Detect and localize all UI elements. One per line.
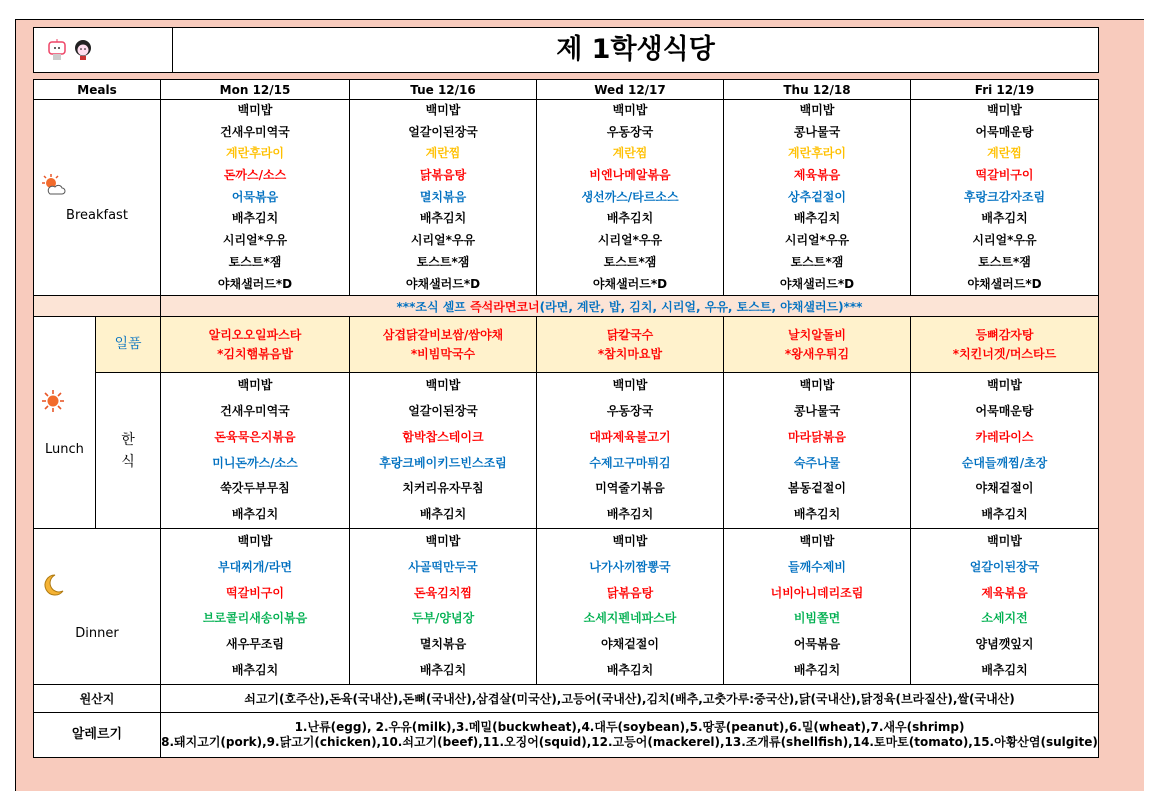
lunch-korean-row [34, 373, 1099, 529]
menu-item: 콩나물국 [793, 403, 841, 418]
lunch_korean-cell-day-0 [161, 373, 350, 529]
menu-item: 순대들깨찜/초장 [961, 455, 1048, 470]
menu-item: 건새우미역국 [220, 403, 290, 418]
menu-item: 계란후라이 [226, 146, 284, 161]
menu-item: 떡갈비구이 [226, 585, 284, 600]
menu-item: 백미밥 [237, 533, 273, 548]
menu-item: 배추김치 [606, 507, 654, 522]
lunch-special-row [34, 317, 1099, 373]
menu-item: 백미밥 [987, 533, 1022, 548]
sun-cloud-icon [40, 172, 66, 198]
origin-row [34, 684, 1099, 712]
menu-item: 백미밥 [799, 533, 835, 548]
menu-item: 백미밥 [987, 103, 1022, 117]
breakfast-cell-day-1 [350, 100, 537, 296]
menu-item: 토스트*잼 [790, 254, 844, 269]
page-title: 제 1학생식당 [556, 34, 715, 65]
origin-text: 쇠고기(호주산),돈육(국내산),돈뼈(국내산),삼겹살(미국산),고등어(국내산),김치(배추,고춧가루:중국산),닭(국내산),닭정육(브라질산),쌀(국내산) [161, 684, 1099, 712]
menu-item: 야채샐러드*D [592, 276, 668, 291]
day-header: Fri 12/19 [911, 80, 1099, 100]
menu-item: 야채샐러드*D [405, 276, 481, 291]
self-corner-notice [161, 296, 1099, 317]
menu-item: 야채샐러드*D [217, 276, 293, 291]
menu-item: 사골떡만두국 [408, 559, 478, 574]
special-cell [350, 317, 537, 373]
menu-item: 나가사끼짬뽕국 [589, 559, 671, 574]
menu-item: 어묵매운탕 [975, 403, 1034, 418]
allergy-label: 알레르기 [34, 712, 161, 757]
menu-item: 봄동겉절이 [788, 481, 846, 496]
menu-item: 제육볶음 [793, 168, 841, 183]
menu-item: 배추김치 [981, 211, 1028, 226]
special-side: *왕새우튀김 [784, 346, 850, 361]
menu-item: 배추김치 [419, 662, 467, 677]
menu-item: 브로콜리새송이볶음 [202, 611, 308, 626]
day-header: Wed 12/17 [537, 80, 724, 100]
menu-item: 카레라이스 [975, 429, 1034, 444]
allergy-text [161, 712, 1099, 757]
special-label: 일품 [96, 317, 161, 373]
menu-item: 수제고구마튀김 [589, 455, 671, 470]
special-side: *참치마요밥 [597, 346, 663, 361]
menu-item: 배추김치 [793, 507, 841, 522]
breakfast-label [34, 100, 161, 296]
menu-item: 시리얼*우유 [972, 233, 1037, 248]
menu-item: 멸치볶음 [419, 637, 467, 652]
menu-item: 비빔쫄면 [793, 611, 841, 626]
menu-item: 배추김치 [231, 662, 279, 677]
dinner-label [34, 528, 161, 684]
menu-item: 배추김치 [606, 211, 654, 226]
menu-item: 생선까스/타르소스 [581, 189, 679, 204]
menu-item: 얼갈이된장국 [969, 559, 1040, 574]
menu-item: 시리얼*우유 [784, 233, 850, 248]
dinner-cell-day-4 [911, 528, 1099, 684]
breakfast-cell-day-3 [724, 100, 911, 296]
menu-item: 함박찹스테이크 [402, 429, 484, 444]
menu-item: 시리얼*우유 [410, 233, 476, 248]
allergy-line: 8.돼지고기(pork),9.닭고기(chicken),10.쇠고기(beef),11.오징어(squid),12.고등어(mackerel),13.조개류(shellfish),14.토마토(tomato),15.아황산염(sulgite) [161, 734, 1098, 749]
breakfast-cell-day-4 [911, 100, 1099, 296]
day-header: Mon 12/15 [161, 80, 350, 100]
breakfast-cell-day-2 [537, 100, 724, 296]
menu-item: 비엔나메알볶음 [589, 168, 671, 183]
menu-item: 후랑크감자조림 [963, 189, 1046, 204]
special-main: 날치알돌비 [788, 327, 846, 342]
menu-item: 우동장국 [606, 403, 654, 418]
lunch-label [34, 317, 96, 529]
dinner-cell-day-1 [350, 528, 537, 684]
special-cell [724, 317, 911, 373]
menu-item: 닭볶음탕 [606, 585, 654, 600]
menu-item: 시리얼*우유 [597, 233, 663, 248]
menu-item: 백미밥 [237, 378, 273, 393]
menu-item: 돈까스/소스 [223, 168, 287, 183]
header-row [34, 80, 1099, 100]
menu-item: 토스트*잼 [603, 254, 657, 269]
menu-item: 백미밥 [799, 103, 835, 117]
self-corner-suffix: (라면, 계란, 밥, 김치, 시리얼, 우유, 토스트, 야채샐러드)*** [539, 299, 863, 314]
day-header: Thu 12/18 [724, 80, 911, 100]
weekly-menu-table [33, 79, 1099, 758]
menu-item: 어묵볶음 [793, 637, 841, 652]
menu-item: 토스트*잼 [416, 254, 470, 269]
menu-item: 후랑크베이키드빈스조림 [379, 455, 507, 470]
menu-item: 너비아니데리조림 [770, 585, 864, 600]
self-corner-spacer [34, 296, 161, 317]
lunch_korean-cell-day-3 [724, 373, 911, 529]
moon-icon [40, 572, 66, 598]
dinner-label-text: Dinner [75, 625, 119, 641]
title-bar [33, 27, 1099, 73]
menu-item: 상추겉절이 [788, 189, 846, 204]
menu-item: 배추김치 [981, 662, 1028, 677]
menu-item: 소세지전 [981, 611, 1028, 626]
sun-icon [40, 388, 66, 414]
girl-mascot-icon [72, 38, 94, 62]
lunch_korean-cell-day-2 [537, 373, 724, 529]
robot-mascot-icon [46, 38, 68, 62]
menu-item: 백미밥 [799, 378, 835, 393]
menu-item: 토스트*잼 [228, 254, 282, 269]
special-cell [537, 317, 724, 373]
special-main: 닭칼국수 [606, 327, 654, 342]
menu-item: 부대찌개/라면 [218, 559, 292, 574]
origin-label: 원산지 [34, 684, 161, 712]
menu-item: 배추김치 [981, 507, 1028, 522]
lunch_korean-cell-day-4 [911, 373, 1099, 529]
menu-item: 제육볶음 [981, 585, 1028, 600]
menu-item: 우동장국 [606, 124, 654, 139]
menu-item: 야채샐러드*D [967, 276, 1042, 291]
meals-header: Meals [34, 80, 161, 100]
menu-item: 계란찜 [425, 146, 461, 161]
menu-item: 콩나물국 [793, 124, 841, 139]
menu-item: 시리얼*우유 [222, 233, 288, 248]
special-cell [911, 317, 1099, 373]
menu-item: 백미밥 [612, 533, 648, 548]
menu-item: 계란후라이 [788, 146, 846, 161]
day-header: Tue 12/16 [350, 80, 537, 100]
dinner-cell-day-2 [537, 528, 724, 684]
breakfast-label-text: Breakfast [66, 208, 128, 224]
menu-item: 배추김치 [606, 662, 654, 677]
special-cell [161, 317, 350, 373]
menu-item: 건새우미역국 [220, 124, 290, 139]
menu-item: 돈육김치찜 [414, 585, 472, 600]
menu-item: 배추김치 [793, 662, 841, 677]
menu-item: 얼갈이된장국 [408, 124, 478, 139]
self-corner-prefix: ***조식 셀프 [396, 299, 471, 314]
menu-item: 닭볶음탕 [419, 168, 467, 183]
menu-item: 계란찜 [612, 146, 648, 161]
special-side: *치킨너겟/머스타드 [952, 346, 1057, 361]
menu-item: 소세지펜네파스타 [583, 611, 677, 626]
menu-item: 숙주나물 [793, 455, 841, 470]
menu-item: 치커리유자무침 [402, 481, 484, 496]
special-main: 알리오오일파스타 [208, 327, 302, 342]
breakfast-cell-day-0 [161, 100, 350, 296]
allergy-row [34, 712, 1099, 757]
allergy-line: 1.난류(egg), 2.우유(milk),3.메밀(buckwheat),4.대두(soybean),5.땅콩(peanut),6.밀(wheat),7.새우(shrimp) [294, 719, 965, 734]
menu-item: 배추김치 [231, 211, 279, 226]
special-side: *김치햄볶음밥 [217, 346, 293, 361]
mascot-logo [34, 28, 173, 72]
menu-item: 들깨수제비 [788, 559, 846, 574]
menu-item: 야채샐러드*D [779, 276, 855, 291]
menu-item: 토스트*잼 [978, 254, 1031, 269]
menu-item: 미역줄기볶음 [595, 481, 665, 496]
menu-item: 백미밥 [612, 378, 648, 393]
menu-item: 배추김치 [793, 211, 841, 226]
menu-item: 미니돈까스/소스 [212, 455, 298, 470]
special-main: 등뼈감자탕 [975, 327, 1034, 342]
menu-item: 돈육묵은지볶음 [214, 429, 296, 444]
menu-item: 쑥갓두부무침 [220, 481, 290, 496]
menu-item: 얼갈이된장국 [408, 403, 478, 418]
menu-item: 야채겉절이 [601, 637, 659, 652]
menu-item: 백미밥 [612, 103, 648, 117]
menu-item: 떡갈비구이 [975, 168, 1034, 183]
breakfast-row [34, 100, 1099, 296]
lunch-label-text: Lunch [45, 442, 84, 458]
menu-item: 두부/양념장 [411, 611, 475, 626]
korean-label: 한 식 [96, 373, 161, 529]
menu-item: 백미밥 [425, 378, 461, 393]
menu-item: 대파제육불고기 [589, 429, 671, 444]
menu-item: 백미밥 [425, 533, 461, 548]
menu-item: 계란찜 [987, 146, 1022, 161]
special-side: *비빔막국수 [410, 346, 476, 361]
menu-item: 마라닭볶음 [788, 429, 846, 444]
special-main: 삼겹닭갈비보쌈/쌈야채 [382, 327, 504, 342]
self-corner-row [34, 296, 1099, 317]
lunch_korean-cell-day-1 [350, 373, 537, 529]
menu-item: 멸치볶음 [419, 189, 467, 204]
menu-item: 배추김치 [419, 211, 467, 226]
menu-item: 어묵매운탕 [975, 124, 1034, 139]
dinner-cell-day-0 [161, 528, 350, 684]
dinner-cell-day-3 [724, 528, 911, 684]
menu-item: 백미밥 [987, 378, 1022, 393]
menu-item: 배추김치 [231, 507, 279, 522]
menu-item: 백미밥 [237, 103, 273, 117]
menu-item: 야채겉절이 [975, 481, 1034, 496]
self-corner-highlight: 즉석라면코너 [470, 299, 540, 314]
menu-item: 새우무조림 [226, 637, 284, 652]
menu-item: 양념깻잎지 [975, 637, 1034, 652]
dinner-row [34, 528, 1099, 684]
menu-item: 백미밥 [425, 103, 461, 117]
menu-item: 어묵볶음 [231, 189, 279, 204]
menu-item: 배추김치 [419, 507, 467, 522]
